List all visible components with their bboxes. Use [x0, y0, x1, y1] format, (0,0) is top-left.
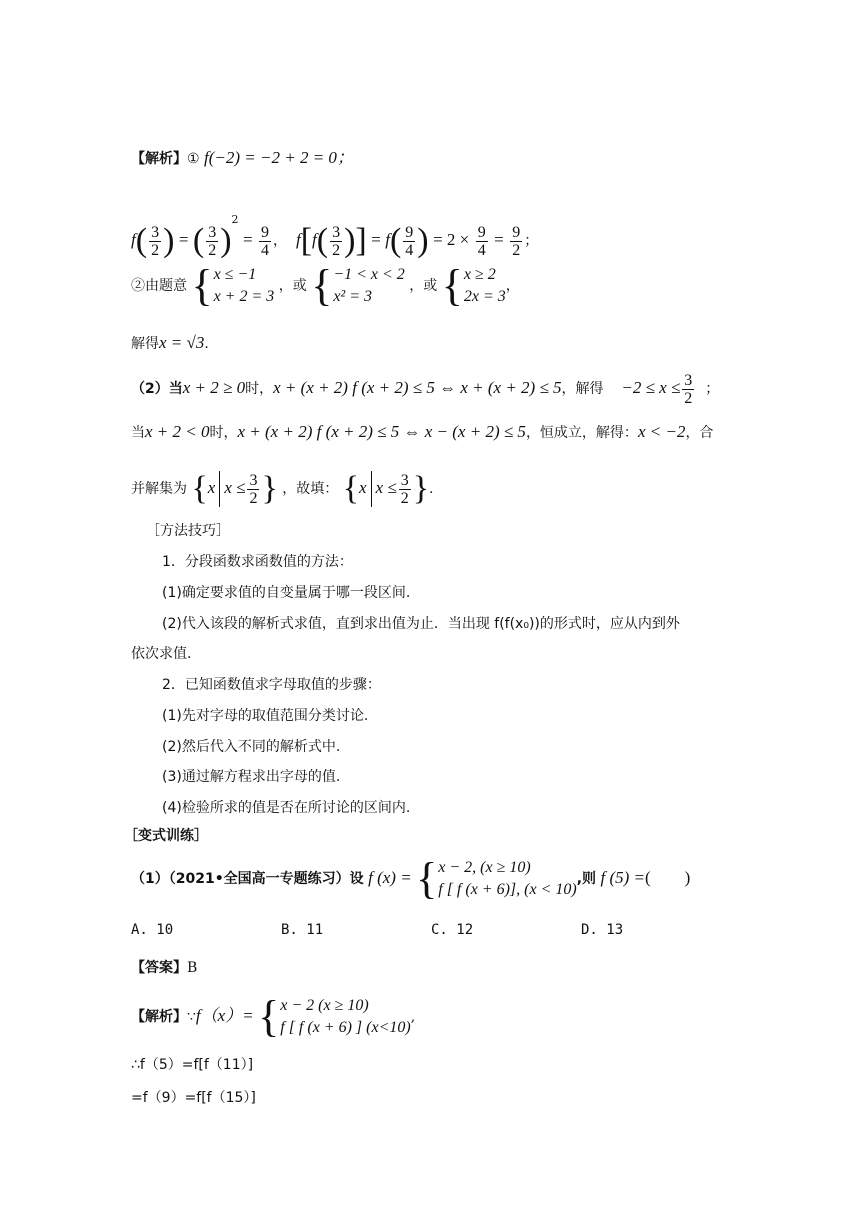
fraction-3-2: $\frac{3}{2}$: [151, 223, 160, 259]
case-system-2: { −1 < x < 2 x² = 3: [311, 261, 405, 310]
method-line: 2．已知函数值求字母取值的步骤：: [162, 677, 381, 693]
solution-label: 【解析】: [131, 151, 187, 167]
method-line: (1)先对字母的取值范围分类讨论.: [162, 708, 369, 724]
part2-line-3: 并解集为 {x x ≤ $\frac{3}{2}$ } ，故填： {x x ≤ $\frac{3}{2}$ }.: [131, 470, 434, 507]
solution-line-3: ②由题意 { x ≤ −1 x + 2 = 3 ，或 { −1 < x < 2 x² = 3 ，或 { x ≥ 2 2x = 3 ，: [131, 261, 520, 310]
answer-value: B: [187, 960, 198, 976]
solution-line-1: [131, 148, 354, 169]
method-line: (3)通过解方程求出字母的值.: [162, 769, 341, 785]
solution-line-2: f( $\frac{3}{2}$ ) = ( $\frac{3}{2}$ )$^2$ = $\frac{9}{4}$ ， f[f( $\frac{3}{2}$ )] = f( $\frac{9}{4}$ ) = 2 × $\frac{9}{4}$ = $\frac{9}{2}$ ；: [131, 213, 539, 259]
part2-line-1: （2）当x + 2 ≥ 0时，x + (x + 2) f (x + 2) ≤ 5 ⇔ x + (x + 2) ≤ 5，解得 −2 ≤ x ≤ $\frac{3}{2}$ ；: [131, 371, 720, 407]
solution-value: x = √3: [159, 333, 205, 352]
question-line: （1）（2021•全国高一专题练习）设 f (x) = { x − 2, (x ≥ 10) f [ f (x + 6)], (x < 10) ,则 f (5) =( ): [131, 854, 691, 903]
equation-f-minus-2: f(−2) = −2 + 2 = 0；: [204, 148, 354, 167]
method-line: (2)代入该段的解析式求值，直到求出值为止．当出现 f(f(x₀))的形式时，应从内到外: [162, 616, 680, 632]
case-system-1: { x ≤ −1 x + 2 = 3: [191, 261, 275, 310]
method-line: 依次求值.: [131, 646, 192, 662]
option-a[interactable]: A. 10: [131, 922, 174, 938]
step-line: =f（9）=f[f（15）]: [131, 1090, 256, 1106]
method-line: (1)确定要求值的自变量属于哪一段区间.: [162, 585, 411, 601]
method-line: (4)检验所求的值是否在所讨论的区间内.: [162, 800, 411, 816]
fraction-9-4: $\frac{9}{4}$: [261, 223, 270, 259]
part2-line-2: 当x + 2 < 0时，x + (x + 2) f (x + 2) ≤ 5 ⇔ x − (x + 2) ≤ 5，恒成立，解得：x < −2，合: [131, 422, 714, 441]
variant-solution-line: 【解析】∵f（x）= { x − 2 (x ≥ 10) f [ f (x + 6) ] (x<10) ,: [131, 992, 416, 1041]
option-d[interactable]: D. 13: [581, 922, 624, 938]
answer-line: 【答案】B: [131, 960, 198, 976]
option-b[interactable]: B. 11: [281, 922, 324, 938]
case-system-3: { x ≥ 2 2x = 3: [441, 261, 506, 310]
piecewise-definition: { x − 2, (x ≥ 10) f [ f (x + 6)], (x < 10): [416, 854, 577, 903]
step-line: ∴f（5）=f[f（11）]: [131, 1057, 254, 1073]
option-c[interactable]: C. 12: [431, 922, 474, 938]
circled-one: ①: [187, 151, 200, 167]
method-line: (2)然后代入不同的解析式中.: [162, 739, 341, 755]
variant-heading: ［变式训练］: [124, 828, 208, 844]
solution-line-4: 解得x = √3.: [131, 333, 209, 352]
method-line: 1．分段函数求函数值的方法：: [162, 554, 353, 570]
method-heading: ［方法技巧］: [146, 523, 230, 539]
